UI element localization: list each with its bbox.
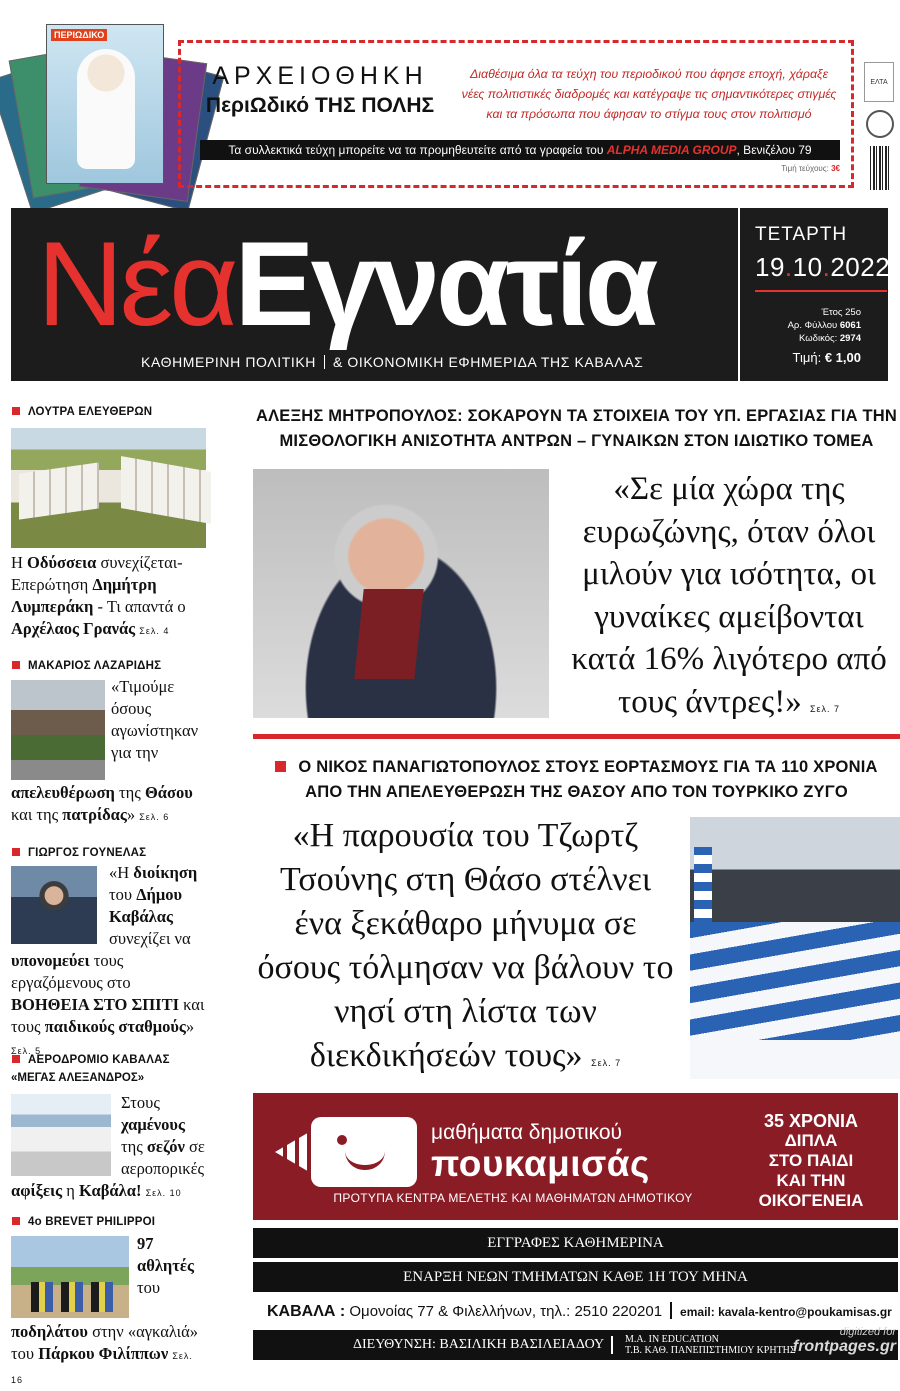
- archive-description: Διαθέσιμα όλα τα τεύχη του περιοδικού που άφησε εποχή, χάραξε νέες πολιτιστικές διαδρομές και κατέγραψε τις σημαντικότερες στιγμές και τα πρόσωπα που άφησαν το στίγμα τους στον πολιτισμό: [461, 67, 837, 121]
- enrollment-bar: ΕΓΓΡΑΦΕΣ ΚΑΘΗΜΕΡΙΝΑ: [253, 1228, 898, 1258]
- contact-address: Ομονοίας 77 & Φιλελλήνων, τηλ.: 2510 220201: [349, 1303, 663, 1320]
- left-item-text[interactable]: 97 αθλητές του ποδηλάτου στην «αγκαλιά» του Πάρκου Φιλίππων Σελ. 16: [11, 1234, 198, 1385]
- article2-kicker: Ο ΝΙΚΟΣ ΠΑΝΑΓΙΩΤΟΠΟΥΛΟΣ ΣΤΟΥΣ ΕΟΡΤΑΣΜΟΥΣ ΓΙΑ ΤΑ 110 ΧΡΟΝΙΑ ΑΠΟ ΤΗΝ ΑΠΕΛΕΥΘΕΡΩΣΗ ΤΗΣ ΘΑΣΟΥ ΑΠΟ ΤΟΝ ΤΟΥΡΚΙΚΟ ΖΥΓΟ: [253, 755, 900, 805]
- magazine-stack-image: [8, 20, 183, 190]
- title-egnatia: Εγνατία: [234, 217, 655, 351]
- contact-city: ΚΑΒΑΛΑ :: [267, 1303, 346, 1320]
- side-logos: [864, 62, 896, 192]
- seal-icon: [866, 110, 894, 138]
- left-item-heading: ΛΟΥΤΡΑ ΕΛΕΥΘΕΡΩΝ: [12, 406, 152, 418]
- ad-years-slogan: 35 ΧΡΟΝΙΑ ΔΙΠΛΑ ΣΤΟ ΠΑΙΔΙ ΚΑΙ ΤΗΝ ΟΙΚΟΓΕΝΕΙΑ: [758, 1111, 864, 1210]
- archive-title: ΑΡΧΕΙΟΘΗΚΗ: [212, 62, 428, 90]
- article2-quote[interactable]: «Η παρουσία του Τζωρτζ Τσούνης στη Θάσο στέλνει ένα ξεκάθαρο μήνυμα σε όσους τόλμησαν να βάλουν το νησί στη λίστα των διεκδικήσεών τους» Σελ. 7: [257, 817, 674, 1074]
- mitropoulos-photo: [253, 469, 549, 718]
- director-credentials: Μ.Α. IN EDUCATION Τ.Β. ΚΑΘ. ΠΑΝΕΠΙΣΤΗΜΙΟΥ ΚΡΗΤΗΣ: [625, 1334, 796, 1356]
- ad-line1: μαθήματα δημοτικού: [431, 1121, 623, 1144]
- strip-text-after: , Βενιζέλου 79: [736, 143, 812, 157]
- baths-photo: [11, 428, 206, 548]
- strip-text-before: Τα συλλεκτικά τεύχη μπορείτε να τα προμηθευτείτε από τα γραφεία του: [228, 143, 607, 157]
- subtitle-left: ΚΑΘΗΜΕΡΙΝΗ ΠΟΛΙΤΙΚΗ: [141, 354, 316, 370]
- left-item-text[interactable]: «Η διοίκηση του Δήμου Καβάλας συνεχίζει να υπονομεύει τους εργαζόμενους στο ΒΟΗΘΕΙΑ ΣΤΟ ΣΠΙΤΙ και τους παιδικούς σταθμούς» Σελ. 5: [11, 863, 205, 1056]
- parade-photo: [690, 817, 900, 1079]
- archive-purchase-strip: [200, 140, 840, 160]
- left-item-heading-2: «ΜΕΓΑΣ ΑΛΕΞΑΝΔΡΟΣ»: [11, 1072, 145, 1084]
- year-label: Έτος 25ο: [821, 307, 861, 318]
- issue-date: 19.10.2022: [755, 252, 891, 282]
- strip-highlight: ALPHA MEDIA GROUP: [606, 143, 737, 157]
- masthead-divider: [738, 208, 740, 381]
- left-item-heading: 4o BREVET PHILIPPOI: [12, 1216, 155, 1228]
- title-nea: Νέα: [37, 217, 235, 351]
- article1-quote[interactable]: «Σε μία χώρα της ευρωζώνης, όταν όλοι μιλούν για ισότητα, οι γυναίκες αμείβονται κατά 16% λιγότερο από τους άντρες!» Σελ. 7: [571, 471, 887, 720]
- sheet-number: Αρ. Φύλλου 6061: [787, 320, 861, 331]
- barcode-icon: [870, 146, 890, 190]
- left-item-heading: ΜΑΚΑΡΙΟΣ ΛΑΖΑΡΙΔΗΣ: [12, 660, 161, 672]
- newspaper-subtitle: [141, 354, 731, 370]
- left-item-heading: ΓΙΩΡΓΟΣ ΓΟΥΝΕΛΑΣ: [12, 847, 146, 859]
- archive-banner: [0, 0, 900, 200]
- issue-price: [700, 164, 840, 173]
- new-classes-bar: ΕΝΑΡΞΗ ΝΕΩΝ ΤΜΗΜΑΤΩΝ ΚΑΘΕ 1Η ΤΟΥ ΜΗΝΑ: [253, 1262, 898, 1292]
- shirt-smile-icon: [275, 1111, 425, 1203]
- issue-price-label: Τιμή τεύχους:: [781, 164, 829, 173]
- issue-price-value: 3€: [831, 164, 840, 173]
- date-underline: [755, 290, 887, 292]
- newspaper-price: Τιμή: € 1,00: [792, 350, 861, 365]
- newspaper-title: [37, 214, 654, 354]
- director-name: ΔΙΕΥΘΥΝΣΗ: ΒΑΣΙΛΙΚΗ ΒΑΣΙΛΕΙΑΔΟΥ: [353, 1337, 605, 1352]
- frontpages-watermark: digitized for frontpages.gr: [792, 1326, 896, 1355]
- article-divider: [253, 734, 900, 739]
- archive-subtitle: ΠεριΩδικό ΤΗΣ ΠΟΛΗΣ: [205, 94, 435, 117]
- contact-email[interactable]: email: kavala-kentro@poukamisas.gr: [680, 1305, 892, 1319]
- ad-brand: πουκαμισάς: [431, 1143, 650, 1184]
- poukamisas-ad[interactable]: [253, 1093, 898, 1220]
- elta-logo-icon: ΕΛΤΑ: [864, 62, 894, 102]
- left-item-heading: ΑΕΡΟΔΡΟΜΙΟ ΚΑΒΑΛΑΣ: [12, 1054, 170, 1066]
- ad-tagline: ΠΡΟΤΥΠΑ ΚΕΝΤΡΑ ΜΕΛΕΤΗΣ ΚΑΙ ΜΑΘΗΜΑΤΩΝ ΔΗΜΟΤΙΚΟΥ: [333, 1191, 693, 1205]
- magazine-cover: [46, 24, 164, 184]
- contact-line: [253, 1296, 898, 1327]
- left-item-text[interactable]: Η Οδύσσεια συνεχίζεται- Επερώτηση Δημήτρη Λυμπεράκη - Τι απαντά ο Αρχέλαος Γρανάς Σελ. 4: [11, 553, 186, 638]
- masthead: [11, 208, 891, 381]
- magazine-cover-title: ΠΕΡΙΩΔΙΚΟ: [51, 29, 107, 41]
- left-item-text[interactable]: Στους χαμένους της σεζόν σε αεροπορικές αφίξεις η Καβάλα! Σελ. 10: [11, 1093, 205, 1200]
- subtitle-right: & ΟΙΚΟΝΟΜΙΚΗ ΕΦΗΜΕΡΙΔΑ ΤΗΣ ΚΑΒΑΛΑΣ: [333, 354, 644, 370]
- issue-day: ΤΕΤΑΡΤΗ: [755, 224, 848, 245]
- issue-info: [755, 306, 861, 345]
- left-item-text[interactable]: «Τιμούμε όσους αγωνίστηκαν για την απελευθέρωση της Θάσου και της πατρίδας» Σελ. 6: [11, 677, 199, 824]
- article1-kicker: ΑΛΕΞΗΣ ΜΗΤΡΟΠΟΥΛΟΣ: ΣΟΚΑΡΟΥΝ ΤΑ ΣΤΟΙΧΕΙΑ ΤΟΥ ΥΠ. ΕΡΓΑΣΙΑΣ ΓΙΑ ΤΗΝ ΜΙΣΘΟΛΟΓΙΚΗ ΑΝΙΣΟΤΗΤΑ ΑΝΤΡΩΝ – ΓΥΝΑΙΚΩΝ ΣΤΟΝ ΙΔΙΩΤΙΚΟ ΤΟΜΕΑ: [255, 407, 898, 450]
- code-number: Κωδικός: 2974: [799, 333, 861, 344]
